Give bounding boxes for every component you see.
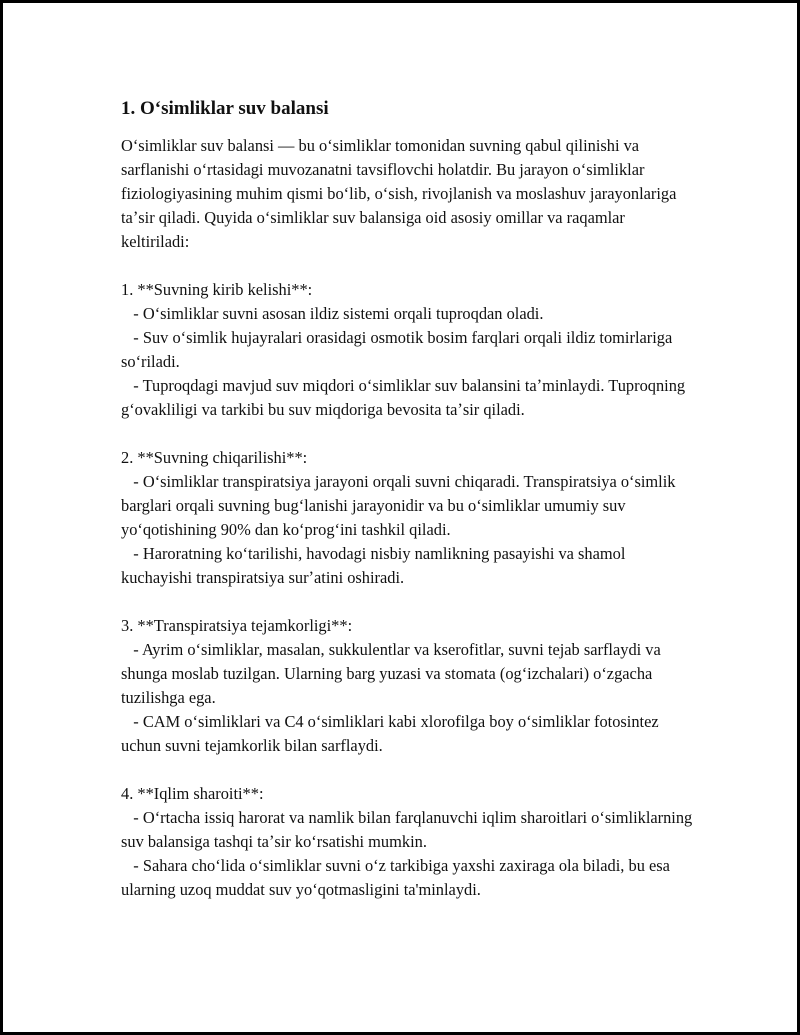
list-item [121, 302, 696, 326]
item-text: Ayrim oʻsimliklar, masalan, sukkulentlar va kserofitlar, suvni tejab sarflaydi va shunga moslab tuzilgan. Ularning barg yuzasi va stomata (ogʻizchalari) oʻzgacha tuzilishga ega. [121, 640, 661, 707]
section-heading: 2. **Suvning chiqarilishi**: [121, 448, 308, 467]
section-transpiration-efficiency [121, 614, 696, 758]
item-prefix: - [121, 808, 143, 827]
document-title: 1. Oʻsimliklar suv balansi [121, 98, 329, 119]
item-prefix: - [121, 640, 142, 659]
item-prefix: - [121, 472, 143, 491]
list-item [121, 806, 696, 854]
item-text: Haroratning koʻtarilishi, havodagi nisbiy namlikning pasayishi va shamol kuchayishi transpiratsiya surʼatini oshiradi. [121, 544, 626, 587]
item-text: Sahara choʻlida oʻsimliklar suvni oʻz tarkibiga yaxshi zaxiraga ola biladi, bu esa ularning uzoq muddat suv yoʻqotmasligini ta'minlaydi. [121, 856, 670, 899]
item-prefix: - [121, 304, 143, 323]
section-heading: 4. **Iqlim sharoiti**: [121, 784, 264, 803]
list-item [121, 542, 696, 590]
section-water-output [121, 446, 696, 590]
section-water-intake [121, 278, 696, 422]
list-item [121, 374, 696, 422]
list-item [121, 638, 696, 710]
intro-paragraph: Oʻsimliklar suv balansi — bu oʻsimliklar tomonidan suvning qabul qilinishi va sarflanishi oʻrtasidagi muvozanatni tavsiflovchi holatdir. Bu jarayon oʻsimliklar fiziologiyasining muhim qismi boʻlib, oʻsish, rivojlanish va moslashuv jarayonlariga taʼsir qiladi. Quyida oʻsimliklar suv balansiga oid asosiy omillar va raqamlar keltiriladi: [121, 136, 677, 251]
item-text: CAM oʻsimliklari va C4 oʻsimliklari kabi xlorofilga boy oʻsimliklar fotosintez uchun suvni tejamkorlik bilan sarflaydi. [121, 712, 659, 755]
item-prefix: - [121, 856, 143, 875]
item-text: Oʻsimliklar transpiratsiya jarayoni orqali suvni chiqaradi. Transpiratsiya oʻsimlik barglari orqali suvning bugʻlanishi jarayonidir va bu oʻsimliklar umumiy suv yoʻqotishining 90% dan koʻprogʻini tashkil qiladi. [121, 472, 676, 539]
item-prefix: - [121, 544, 143, 563]
item-text: Oʻrtacha issiq harorat va namlik bilan farqlanuvchi iqlim sharoitlari oʻsimliklarning suv balansiga tashqi taʼsir koʻrsatishi mumkin. [121, 808, 693, 851]
item-text: Tuproqdagi mavjud suv miqdori oʻsimliklar suv balansini taʼminlaydi. Tuproqning gʻovakliligi va tarkibi bu suv miqdoriga bevosita taʼsir qiladi. [121, 376, 686, 419]
item-prefix: - [121, 376, 143, 395]
item-prefix: - [121, 328, 143, 347]
section-heading: 3. **Transpiratsiya tejamkorligi**: [121, 616, 353, 635]
item-text: Suv oʻsimlik hujayralari orasidagi osmotik bosim farqlari orqali ildiz tomirlariga soʻriladi. [121, 328, 673, 371]
list-item [121, 854, 696, 902]
list-item [121, 326, 696, 374]
item-prefix: - [121, 712, 143, 731]
document-content [121, 96, 696, 926]
list-item [121, 470, 696, 542]
item-text: Oʻsimliklar suvni asosan ildiz sistemi orqali tuproqdan oladi. [142, 304, 544, 323]
list-item [121, 710, 696, 758]
section-climate [121, 782, 696, 902]
section-heading: 1. **Suvning kirib kelishi**: [121, 280, 313, 299]
